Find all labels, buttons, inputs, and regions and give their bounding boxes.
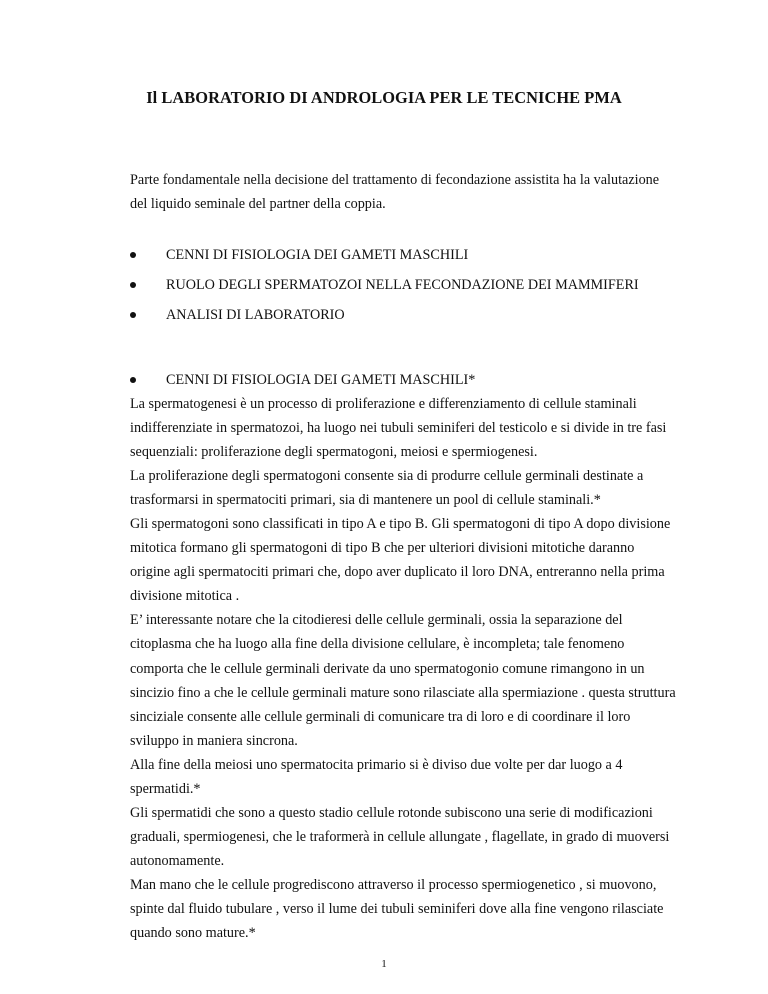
topic-list	[130, 240, 690, 330]
body-paragraph: Alla fine della meiosi uno spermatocita primario si è diviso due volte per dar luogo a 4 spermatidi.*	[130, 756, 623, 797]
bullet-icon	[130, 282, 136, 288]
topic-label: RUOLO DEGLI SPERMATOZOI NELLA FECONDAZIONE DEI MAMMIFERI	[166, 277, 639, 293]
topic-label: ANALISI DI LABORATORIO	[166, 307, 345, 323]
topic-list-item	[130, 240, 690, 270]
body-paragraph: Gli spermatidi che sono a questo stadio cellule rotonde subiscono una serie di modificazioni graduali, spermiogenesi, che le traformerà in cellule allungate , flagellate, in grado di muoversi autonomamente.	[130, 804, 670, 869]
topic-list-item	[130, 300, 690, 330]
bullet-icon	[130, 252, 136, 258]
document-title: Il LABORATORIO DI ANDROLOGIA PER LE TECNICHE PMA	[146, 88, 622, 107]
intro-paragraph: Parte fondamentale nella decisione del trattamento di fecondazione assistita ha la valutazione del liquido seminale del partner della coppia.	[130, 172, 660, 212]
topic-list-item	[130, 270, 690, 300]
body-paragraph: Man mano che le cellule progrediscono attraverso il processo spermiogenetico , si muovono, spinte dal fluido tubulare , verso il lume dei tubuli seminiferi dove alla fine vengono rilasciate quando sono mature.*	[130, 876, 664, 942]
body-paragraph: Gli spermatogoni sono classificati in tipo A e tipo B. Gli spermatogoni di tipo A dopo divisione mitotica formano gli spermatogoni di tipo B che per ulteriori divisioni mitotiche daranno origine agli spermatociti primari che, dopo aver duplicato il loro DNA, entreranno nella prima divisione mitotica .	[130, 516, 671, 605]
bullet-icon	[130, 312, 136, 318]
page-number: 1	[381, 958, 387, 970]
body-paragraph: E’ interessante notare che la citodieresi delle cellule germinali, ossia la separazione del citoplasma che ha luogo alla fine della divisione cellulare, è incompleta; tale fenomeno comporta che le cellule germinali derivate da uno spermatogonio comune rimangono in un sincizio fino a che le cellule germinali mature sono rilasciate alla spermiazione . questa struttura sinciziale consente alle cellule germinali di comunicare tra di loro e di coordinare il loro sviluppo in maniera sincrona.	[130, 612, 676, 749]
section-body	[130, 392, 678, 945]
topic-label: CENNI DI FISIOLOGIA DEI GAMETI MASCHILI	[166, 247, 469, 263]
section-heading	[130, 368, 690, 392]
body-paragraph: La spermatogenesi è un processo di proliferazione e differenziamento di cellule staminali indifferenziate in spermatozoi, ha luogo nei tubuli seminiferi del testicolo e si divide in tre fasi sequenziali: proliferazione degli spermatogoni, meiosi e spermiogenesi.	[130, 396, 667, 461]
bullet-icon	[130, 377, 136, 383]
section-heading-label: CENNI DI FISIOLOGIA DEI GAMETI MASCHILI*	[166, 372, 476, 388]
body-paragraph: La proliferazione degli spermatogoni consente sia di produrre cellule germinali destinate a trasformarsi in spermatociti primari, sia di mantenere un pool di cellule staminali.*	[130, 468, 644, 509]
